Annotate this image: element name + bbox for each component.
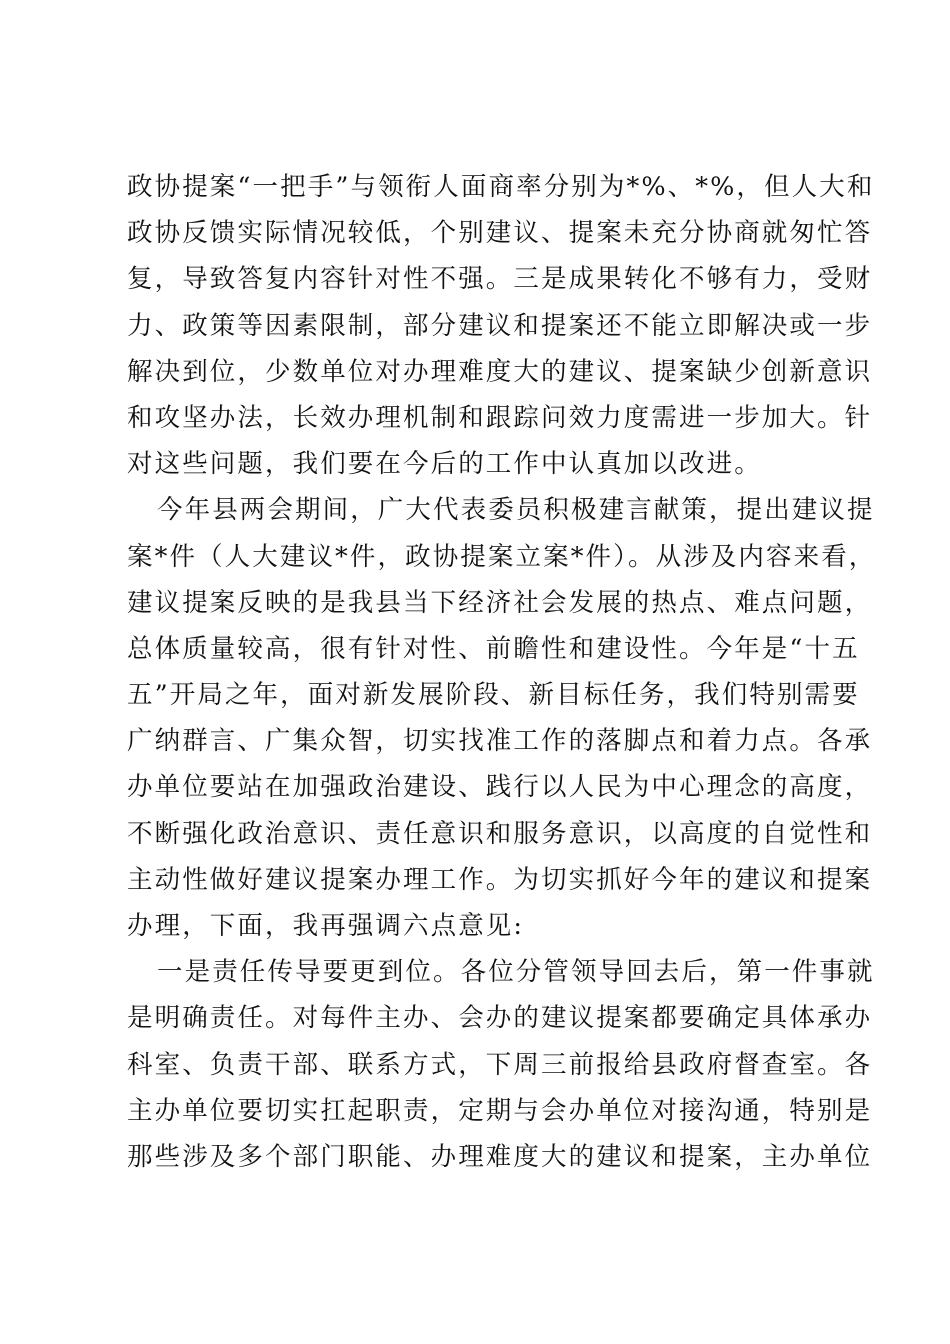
text-line: 主办单位要切实扛起职责，定期与会办单位对接沟通，特别是 xyxy=(127,1095,873,1126)
text-line: 办理，下面，我再强调六点意见: xyxy=(127,911,525,941)
text-line: 建议提案反映的是我县当下经济社会发展的热点、难点问题， xyxy=(127,587,873,618)
paragraph-3 xyxy=(127,949,875,1180)
text-line: 力、政策等因素限制，部分建议和提案还不能立即解决或一步 xyxy=(127,310,873,341)
text-line: 不断强化政治意识、责任意识和服务意识，以高度的自觉性和 xyxy=(127,818,873,849)
document-body xyxy=(127,164,877,1180)
text-line: 主动性做好建议提案办理工作。为切实抓好今年的建议和提案 xyxy=(127,864,873,895)
text-line: 一是责任传导要更到位。各位分管领导回去后，第一件事就 xyxy=(157,957,875,988)
text-line: 总体质量较高，很有针对性、前瞻性和建设性。今年是“十五 xyxy=(127,633,860,664)
text-line: 政协反馈实际情况较低，个别建议、提案未充分协商就匆忙答 xyxy=(127,218,873,249)
text-line: 广纳群言、广集众智，切实找准工作的落脚点和着力点。各承 xyxy=(127,726,873,757)
text-line: 办单位要站在加强政治建设、践行以人民为中心理念的高度， xyxy=(127,772,873,803)
text-line: 科室、负责干部、联系方式，下周三前报给县政府督查室。各 xyxy=(127,1049,873,1080)
text-line: 案*件（人大建议*件，政协提案立案*件）。从涉及内容来看， xyxy=(127,541,877,572)
text-line: 今年县两会期间，广大代表委员积极建言献策，提出建议提 xyxy=(157,495,875,526)
text-line: 对这些问题，我们要在今后的工作中认真加以改进。 xyxy=(127,449,762,480)
paragraph-1 xyxy=(127,164,875,487)
text-line: 和攻坚办法，长效办理机制和跟踪问效力度需进一步加大。针 xyxy=(127,402,873,433)
text-line: 是明确责任。对每件主办、会办的建议提案都要确定具体承办 xyxy=(127,1003,873,1034)
text-line: 复，导致答复内容针对性不强。三是成果转化不够有力，受财 xyxy=(127,264,873,295)
text-line: 那些涉及多个部门职能、办理难度大的建议和提案，主办单位 xyxy=(127,1141,873,1172)
paragraph-2 xyxy=(127,487,877,949)
text-line: 五”开局之年，面对新发展阶段、新目标任务，我们特别需要 xyxy=(127,680,860,711)
text-line: 政协提案“一把手”与领衔人面商率分别为*%、*%，但人大和 xyxy=(127,172,875,202)
text-line: 解决到位，少数单位对办理难度大的建议、提案缺少创新意识 xyxy=(127,356,873,387)
